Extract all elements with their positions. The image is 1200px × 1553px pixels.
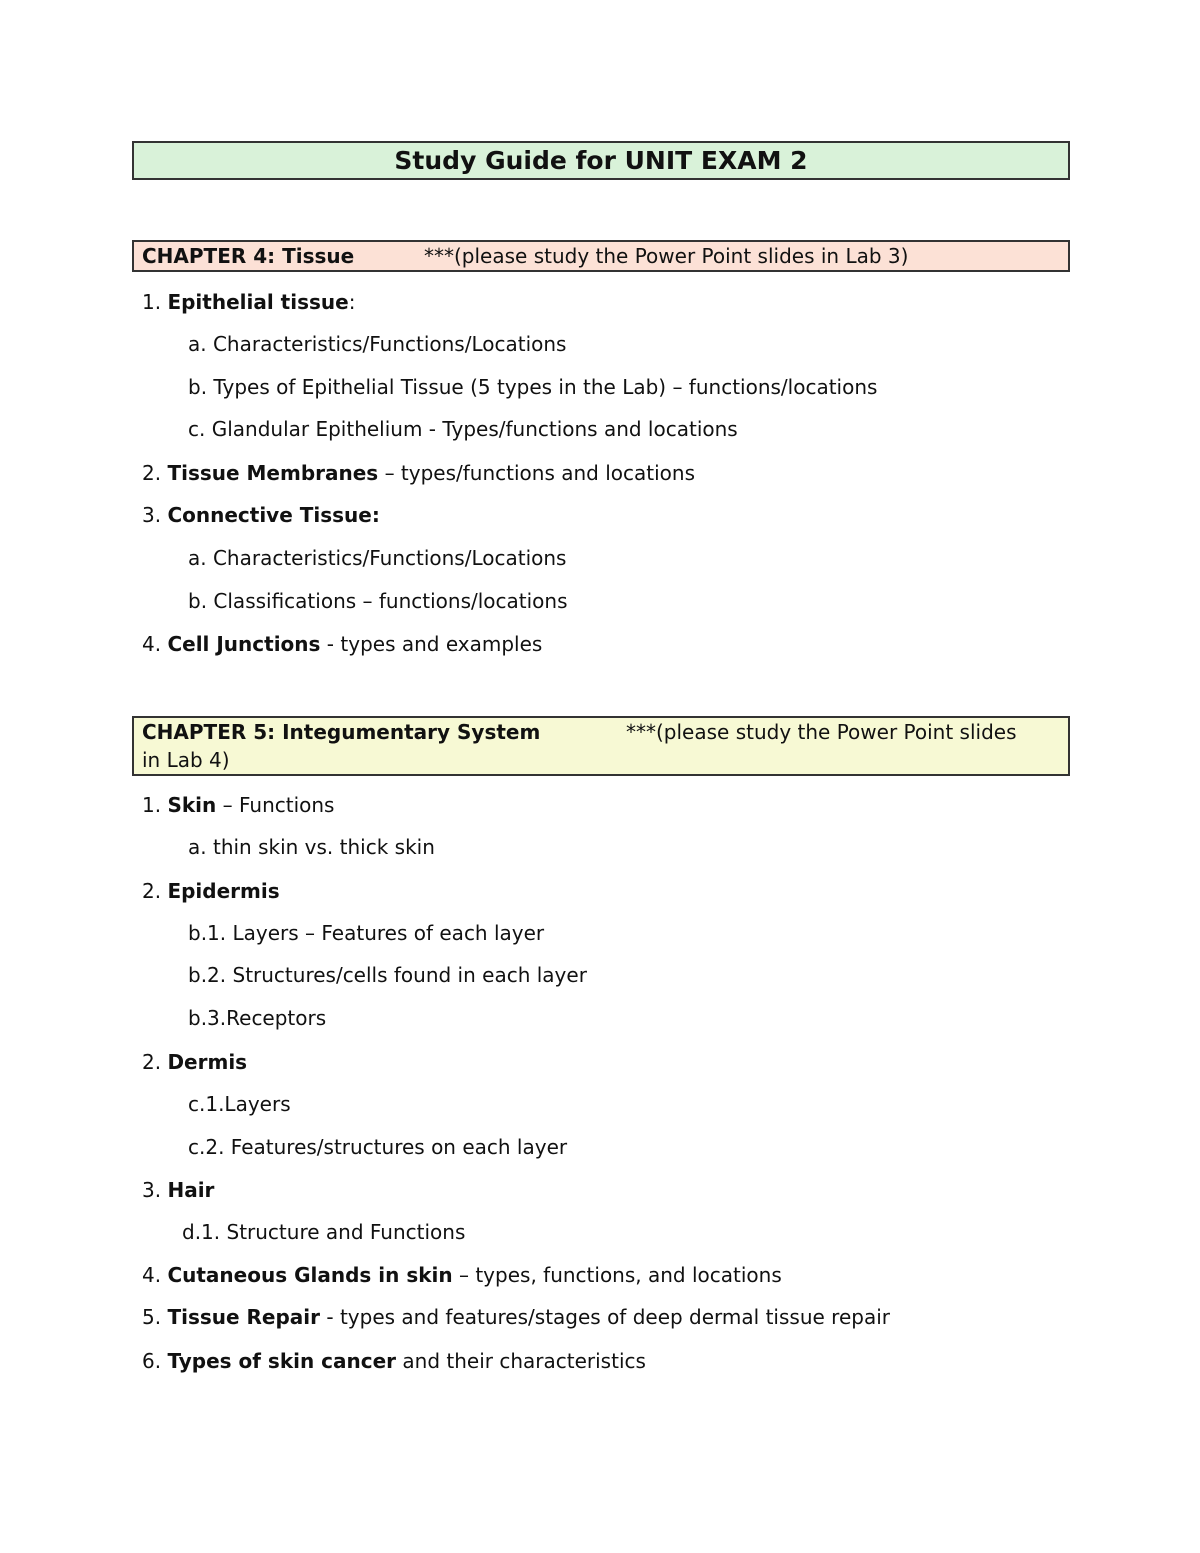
chapter-4-note: ***(please study the Power Point slides in Lab 3) [424,244,909,268]
chapter-5-title: CHAPTER 5: Integumentary System [142,720,541,744]
ch5-item-2: 2. Epidermis [142,879,280,903]
ch4-item-2: 2. Tissue Membranes – types/functions and locations [142,461,696,485]
chapter-5-note: ***(please study the Power Point slides [626,720,1017,744]
ch4-item-3: 3. Connective Tissue: [142,503,380,527]
ch5-subitem: b.3.Receptors [188,1006,327,1030]
ch4-subitem: a. Characteristics/Functions/Locations [188,546,567,570]
ch5-subitem: d.1. Structure and Functions [182,1220,466,1244]
ch5-item-6: 6. Types of skin cancer and their characteristics [142,1349,646,1373]
ch5-subitem: a. thin skin vs. thick skin [188,835,435,859]
ch5-subitem: c.1.Layers [188,1092,291,1116]
ch5-subitem: c.2. Features/structures on each layer [188,1135,568,1159]
ch4-item-1: 1. Epithelial tissue: [142,290,356,314]
ch4-subitem: b. Types of Epithelial Tissue (5 types in the Lab) – functions/locations [188,375,878,399]
ch5-item-dermis: 2. Dermis [142,1050,248,1074]
ch4-item-4: 4. Cell Junctions - types and examples [142,632,543,656]
chapter-5-note-cont: in Lab 4) [142,748,230,772]
ch5-item-5: 5. Tissue Repair - types and features/stages of deep dermal tissue repair [142,1305,890,1329]
ch4-subitem: b. Classifications – functions/locations [188,589,568,613]
document-title: Study Guide for UNIT EXAM 2 [132,141,1070,180]
ch4-subitem: c. Glandular Epithelium - Types/functions and locations [188,417,738,441]
ch5-item-1: 1. Skin – Functions [142,793,335,817]
ch5-item-3: 3. Hair [142,1178,215,1202]
chapter-4-header [132,240,1070,272]
ch5-item-4: 4. Cutaneous Glands in skin – types, functions, and locations [142,1263,782,1287]
ch5-subitem: b.2. Structures/cells found in each layer [188,963,587,987]
chapter-4-title: CHAPTER 4: Tissue [142,244,355,268]
ch5-subitem: b.1. Layers – Features of each layer [188,921,545,945]
ch4-subitem: a. Characteristics/Functions/Locations [188,332,567,356]
chapter-5-header [132,716,1070,776]
